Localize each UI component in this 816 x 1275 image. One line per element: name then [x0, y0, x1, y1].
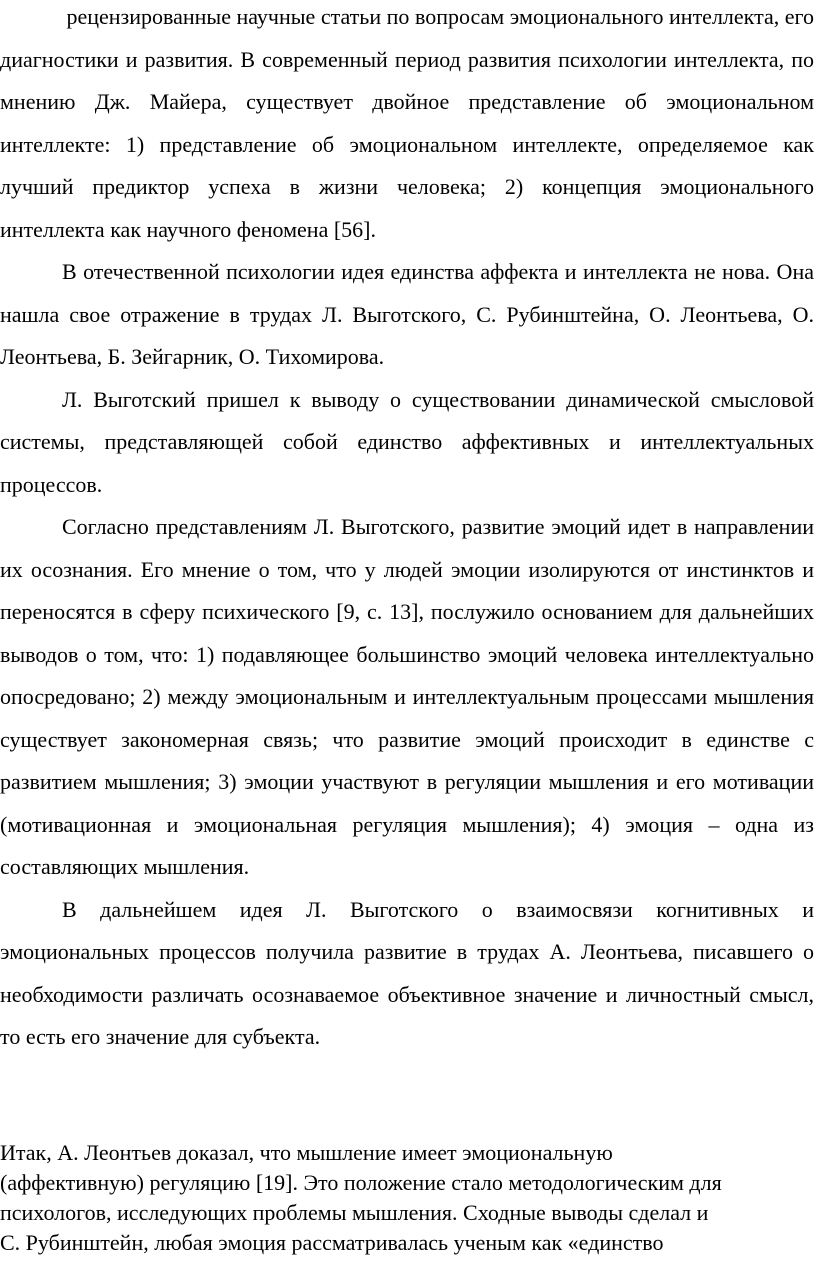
paragraph-6-line-1: Итак, А. Леонтьев доказал, что мышление имеет эмоциональную	[0, 1140, 613, 1165]
paragraph-2: В отечественной психологии идея единства аффекта и интеллекта не нова. Она нашла свое отражение в трудах Л. Выготского, С. Рубинштейна, О. Леонтьева, О. Леонтьева, Б. Зейгарник, О. Тихомирова.	[0, 259, 814, 369]
paragraph-1: рецензированные научные статьи по вопросам эмоционального интеллекта, его диагностики и развития. В современный период развития психологии интеллекта, по мнению Дж. Майера, существует двойное представление об эмоциональном интеллекте: 1) представление об эмоциональном интеллекте, определяемое как лучший предиктор успеха в жизни человека; 2) концепция эмоционального интеллекта как научного феномена [56].	[0, 4, 814, 242]
paragraph-3: Л. Выготский пришел к выводу о существовании динамической смысловой системы, представляющей собой единство аффективных и интеллектуальных процессов.	[0, 386, 814, 497]
paragraph-6-line-2: (аффективную) регуляцию [19]. Это положение стало методологическим для	[0, 1170, 722, 1195]
paragraph-6-line-3: психологов, исследующих проблемы мышления. Сходные выводы сделал и	[0, 1200, 709, 1225]
paragraph-6	[0, 1138, 810, 1258]
paragraph-4: Согласно представлениям Л. Выготского, развитие эмоций идет в направлении их осознания. Его мнение о том, что у людей эмоции изолируются от инстинктов и переносятся в сферу психического [9, с. 13], послужило основанием для дальнейших выводов о том, что: 1) подавляющее большинство эмоций человека интеллектуально опосредовано; 2) между эмоциональным и интеллектуальным процессами мышления существует закономерная связь; что развитие эмоций происходит в единстве с развитием мышления; 3) эмоции участвуют в регуляции мышления и его мотивации (мотивационная и эмоциональная регуляция мышления); 4) эмоция – одна из составляющих мышления.	[0, 514, 814, 879]
paragraph-5: В дальнейшем идея Л. Выготского о взаимосвязи когнитивных и эмоциональных процессов получила развитие в трудах А. Леонтьева, писавшего о необходимости различать осознаваемое объективное значение и личностный смысл, то есть его значение для субъекта.	[0, 896, 814, 1049]
paragraph-6-line-4: С. Рубинштейн, любая эмоция рассматривалась ученым как «единство	[0, 1230, 664, 1255]
